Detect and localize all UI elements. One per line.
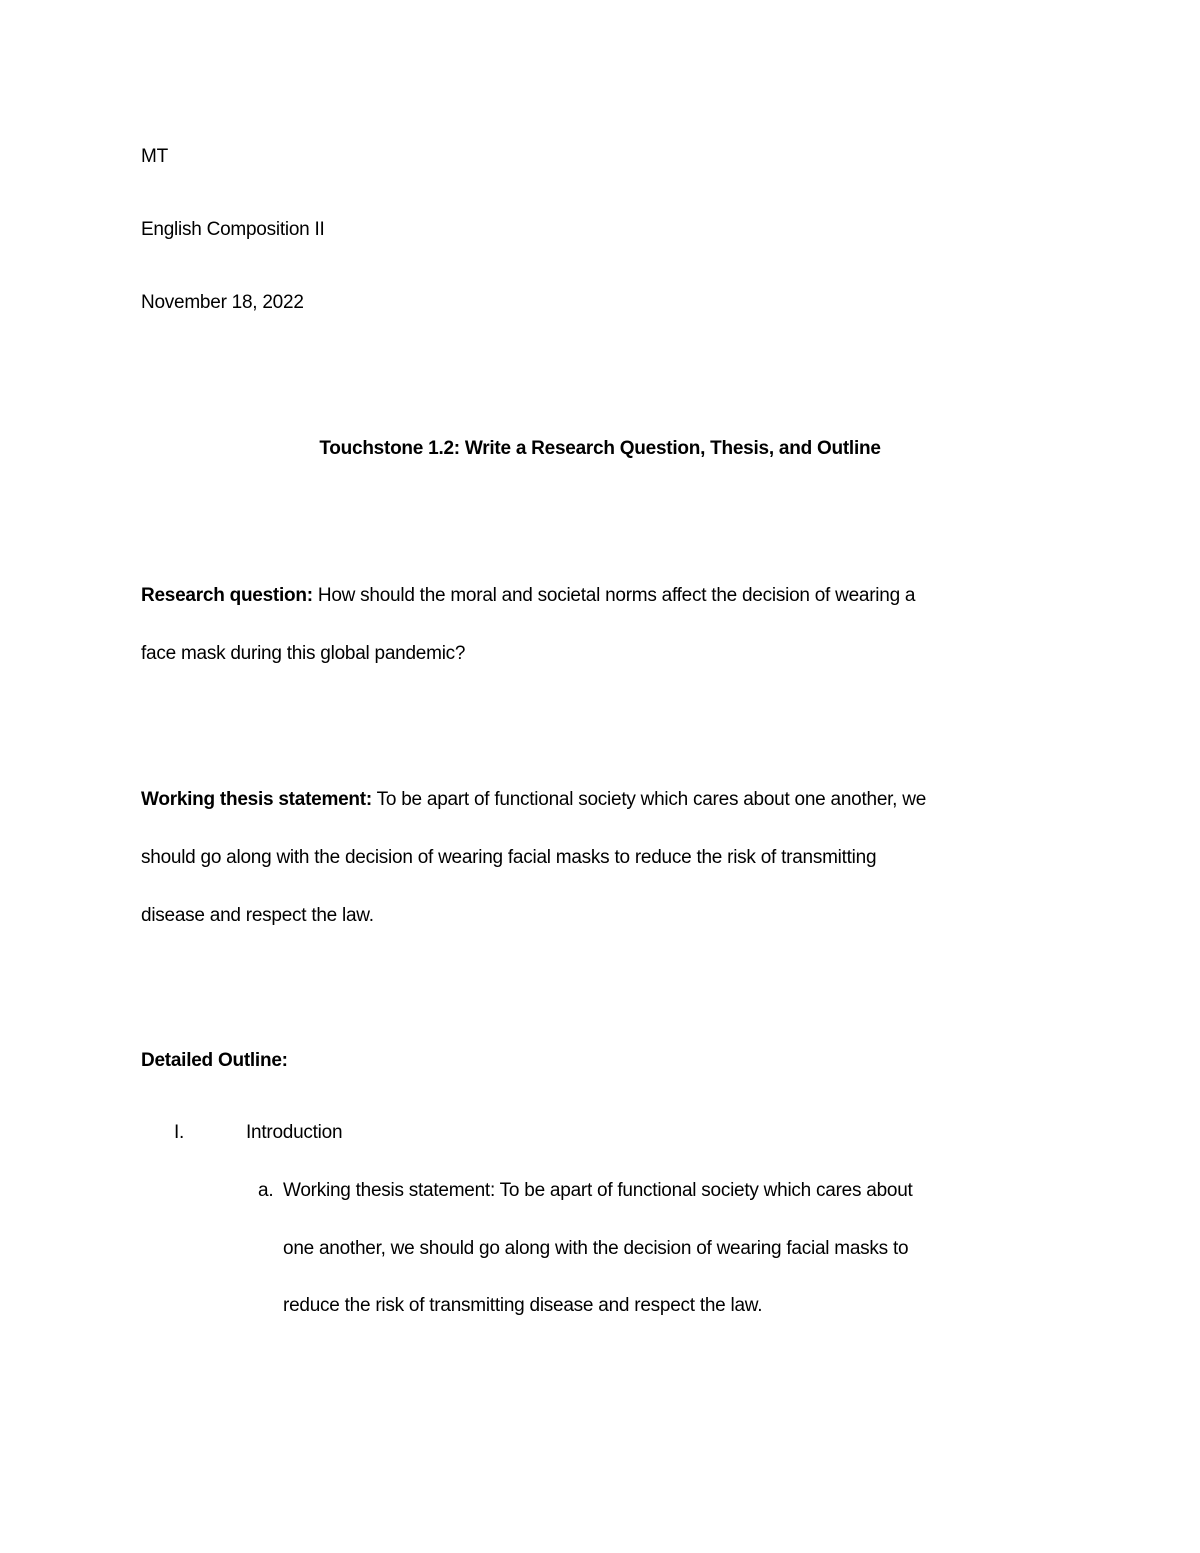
- document-title: Touchstone 1.2: Write a Research Question, Thesis, and Outline: [319, 438, 881, 459]
- outline-heading: Detailed Outline:: [141, 1050, 288, 1071]
- outline-item-line-1: Working thesis statement: To be apart of functional society which cares about: [283, 1180, 913, 1201]
- author-line: MT: [141, 146, 168, 167]
- course-line: English Composition II: [141, 219, 325, 240]
- outline-numeral: I.: [174, 1122, 185, 1143]
- thesis-line-1: [141, 788, 926, 812]
- outline-section-label: Introduction: [246, 1122, 343, 1143]
- research-question-text: How should the moral and societal norms affect the decision of wearing a: [312, 585, 916, 606]
- outline-item-line-2: one another, we should go along with the decision of wearing facial masks to: [283, 1238, 909, 1259]
- thesis-line-2: should go along with the decision of wearing facial masks to reduce the risk of transmitting: [141, 847, 877, 868]
- thesis-line-3: disease and respect the law.: [141, 905, 374, 926]
- outline-item-marker: a.: [258, 1180, 274, 1201]
- date-line: November 18, 2022: [141, 292, 304, 313]
- outline-item-line-3: reduce the risk of transmitting disease and respect the law.: [283, 1295, 763, 1316]
- research-question-line-1: [141, 584, 915, 608]
- research-question-label: Research question:: [141, 585, 313, 606]
- research-question-line-2: face mask during this global pandemic?: [141, 643, 466, 664]
- thesis-label: Working thesis statement:: [141, 789, 372, 810]
- thesis-text: To be apart of functional society which cares about one another, we: [371, 789, 927, 810]
